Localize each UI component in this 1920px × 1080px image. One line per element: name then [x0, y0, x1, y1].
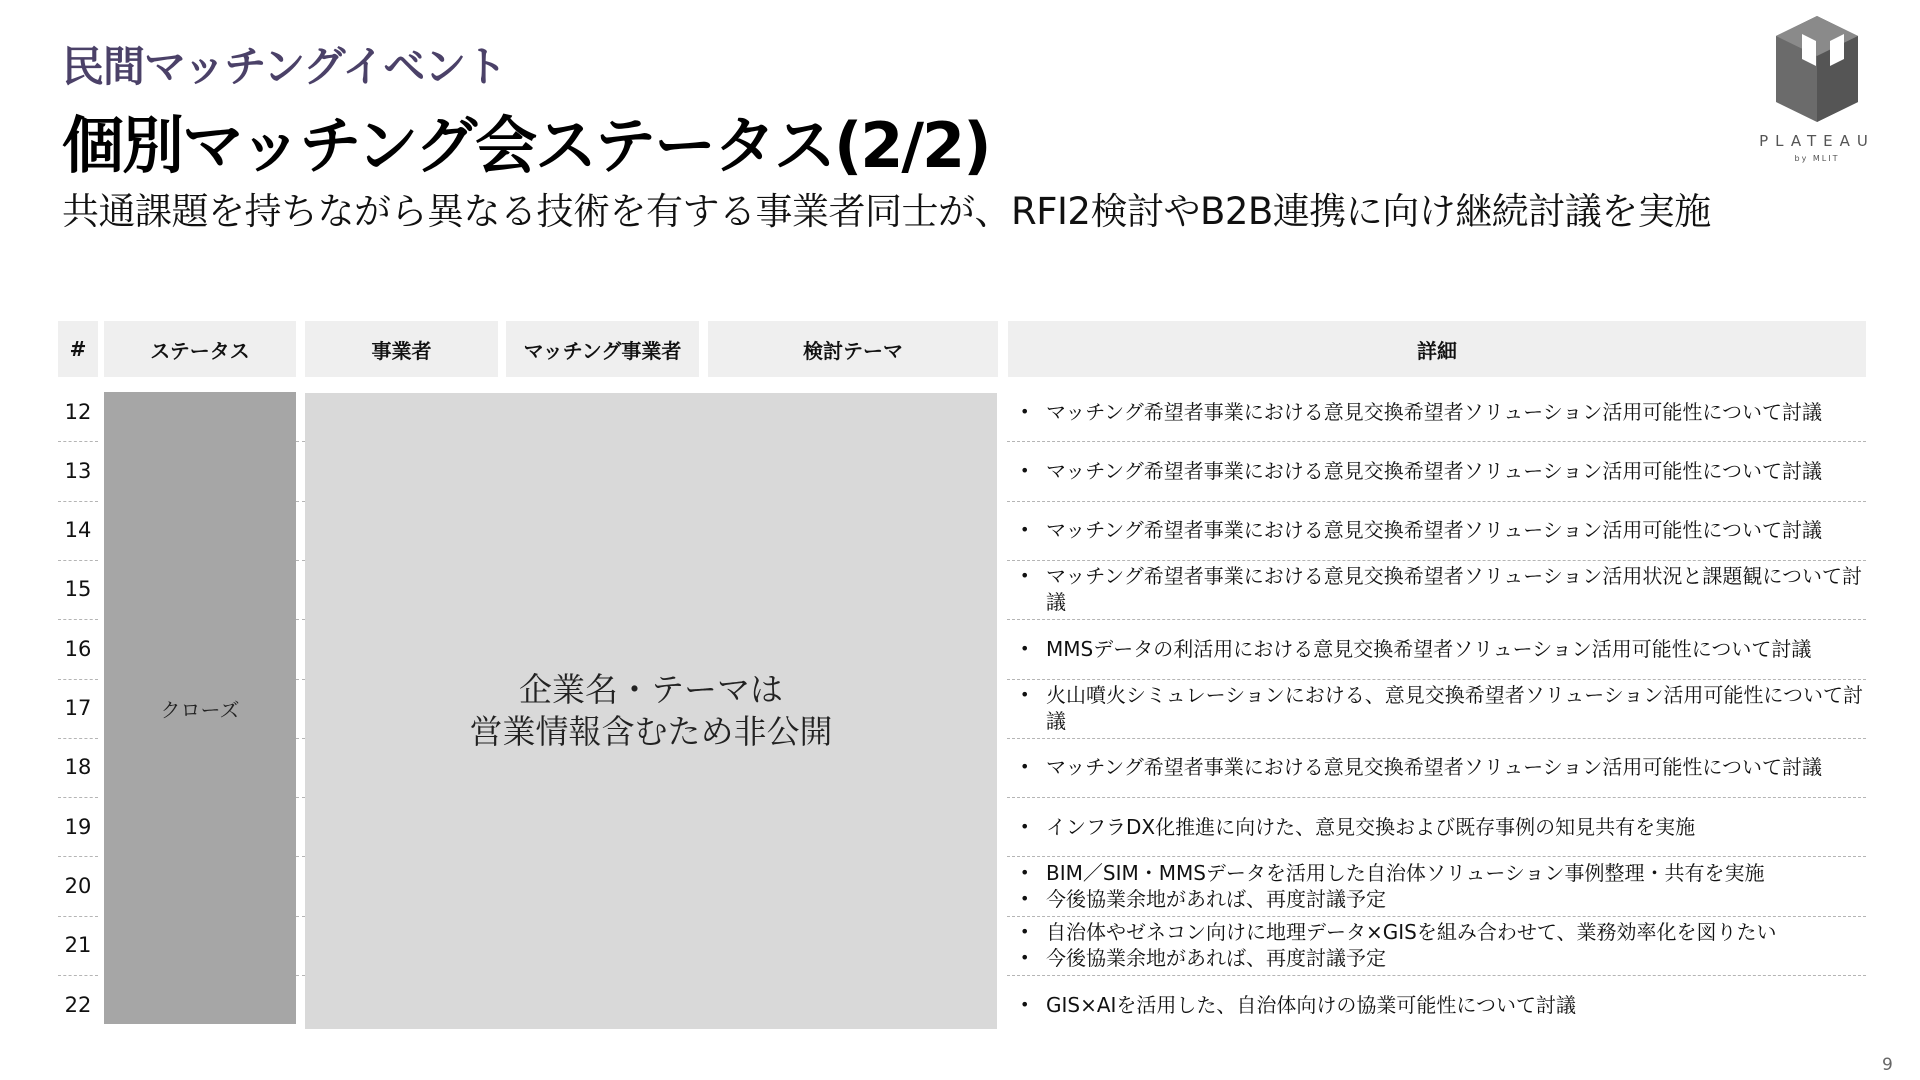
- detail-bullet-item: [1020, 458, 1866, 484]
- detail-text: マッチング希望者事業における意見交換希望者ソリューション活用可能性について討議: [1046, 458, 1822, 483]
- row-number: 16: [64, 636, 92, 661]
- bullet-icon: •: [1020, 460, 1030, 480]
- bullet-icon: •: [1020, 685, 1030, 704]
- plateau-cube-icon: [1772, 14, 1862, 124]
- detail-text: BIM／SIM・MMSデータを活用した自治体ソリューション事例整理・共有を実施: [1046, 860, 1765, 885]
- confidential-notice-line1: 企業名・テーマは: [519, 670, 783, 709]
- row-number: 15: [64, 577, 92, 602]
- row-divider-mid: [296, 738, 305, 739]
- row-detail: [1020, 916, 1866, 975]
- page-title: 個別マッチング会ステータス(2/2): [62, 109, 990, 182]
- detail-bullet-item: [1020, 886, 1866, 912]
- row-number: 13: [64, 458, 92, 483]
- detail-bullet-item: [1020, 919, 1866, 945]
- row-divider-mid: [296, 916, 305, 917]
- detail-text: MMSデータの利活用における意見交換希望者ソリューション活用可能性について討議: [1046, 636, 1812, 661]
- bullet-icon: •: [1020, 862, 1030, 882]
- row-divider-mid: [296, 619, 305, 620]
- row-number: 12: [64, 399, 92, 424]
- header-theme: 検討テーマ: [708, 321, 998, 377]
- bullet-icon: •: [1020, 922, 1030, 942]
- page-number: 9: [1882, 1055, 1893, 1075]
- logo-subtext: by MLIT: [1794, 154, 1840, 163]
- detail-bullet-item: [1020, 517, 1866, 543]
- confidential-notice-line2: 営業情報含むため非公開: [469, 712, 833, 751]
- detail-bullet-item: [1020, 563, 1866, 615]
- row-detail: [1020, 975, 1866, 1034]
- detail-text: マッチング希望者事業における意見交換希望者ソリューション活用状況と課題観について討議: [1046, 564, 1862, 615]
- bullet-icon: •: [1020, 816, 1030, 836]
- logo-wordmark: PLATEAU: [1759, 132, 1875, 150]
- row-detail: [1020, 441, 1866, 500]
- header-status: ステータス: [104, 321, 296, 377]
- detail-text: 自治体やゼネコン向けに地理データ×GISを組み合わせて、業務効率化を図りたい: [1046, 920, 1777, 945]
- row-number: 22: [64, 992, 92, 1017]
- row-number: 17: [64, 696, 92, 720]
- detail-text: 今後協業余地があれば、再度討議予定: [1046, 946, 1386, 971]
- row-divider-mid: [296, 560, 305, 561]
- plateau-logo: [1742, 14, 1892, 174]
- row-divider-mid: [296, 797, 305, 798]
- row-detail: [1020, 679, 1866, 738]
- detail-text: インフラDX化推進に向けた、意見交換および既存事例の知見共有を実施: [1046, 814, 1696, 839]
- row-number: 20: [64, 873, 92, 898]
- status-text: クローズ: [160, 697, 240, 722]
- header-matching-company: マッチング事業者: [506, 321, 699, 377]
- row-number: 18: [64, 755, 92, 780]
- detail-text: GIS×AIを活用した、自治体向けの協業可能性について討議: [1046, 992, 1577, 1017]
- detail-bullet-item: [1020, 945, 1866, 971]
- row-detail: [1020, 501, 1866, 560]
- row-detail: [1020, 560, 1866, 619]
- row-detail: [1020, 856, 1866, 915]
- confidential-notice-cell: [305, 393, 997, 1029]
- bullet-icon: •: [1020, 566, 1030, 586]
- bullet-icon: •: [1020, 638, 1030, 658]
- row-detail: [1020, 797, 1866, 856]
- bullet-icon: •: [1020, 888, 1030, 908]
- status-cell-merged: [104, 392, 296, 1024]
- row-divider-mid: [296, 441, 305, 442]
- row-number: 21: [64, 933, 92, 958]
- header-detail: 詳細: [1008, 321, 1866, 377]
- detail-text: マッチング希望者事業における意見交換希望者ソリューション活用可能性について討議: [1046, 755, 1822, 780]
- bullet-icon: •: [1020, 994, 1030, 1014]
- page-subtitle: 共通課題を持ちながら異なる技術を有する事業者同士が、RFI2検討やB2B連携に向け継続討議を実施: [62, 190, 1711, 233]
- detail-text: マッチング希望者事業における意見交換希望者ソリューション活用可能性について討議: [1046, 518, 1822, 543]
- header-company: 事業者: [305, 321, 498, 377]
- header-number: #: [58, 321, 98, 377]
- row-detail: [1020, 619, 1866, 678]
- bullet-icon: •: [1020, 757, 1030, 777]
- row-divider-mid: [296, 501, 305, 502]
- row-number: 19: [64, 814, 92, 839]
- bullet-icon: •: [1020, 401, 1030, 421]
- row-detail: [1020, 738, 1866, 797]
- row-divider-mid: [296, 856, 305, 857]
- detail-text: 今後協業余地があれば、再度討議予定: [1046, 886, 1386, 911]
- category-label: 民間マッチングイベント: [62, 42, 507, 91]
- detail-bullet-item: [1020, 860, 1866, 886]
- detail-text: マッチング希望者事業における意見交換希望者ソリューション活用可能性について討議: [1046, 399, 1822, 424]
- detail-bullet-item: [1020, 992, 1866, 1018]
- detail-bullet-item: [1020, 814, 1866, 840]
- detail-bullet-item: [1020, 754, 1866, 780]
- row-divider-mid: [296, 679, 305, 680]
- bullet-icon: •: [1020, 948, 1030, 968]
- detail-text: 火山噴火シミュレーションにおける、意見交換希望者ソリューション活用可能性について討議: [1046, 683, 1863, 733]
- row-divider-mid: [296, 975, 305, 976]
- detail-bullet-item: [1020, 682, 1866, 734]
- detail-bullet-item: [1020, 399, 1866, 425]
- bullet-icon: •: [1020, 520, 1030, 540]
- detail-bullet-item: [1020, 636, 1866, 662]
- row-detail: [1020, 382, 1866, 441]
- row-number: 14: [64, 518, 92, 543]
